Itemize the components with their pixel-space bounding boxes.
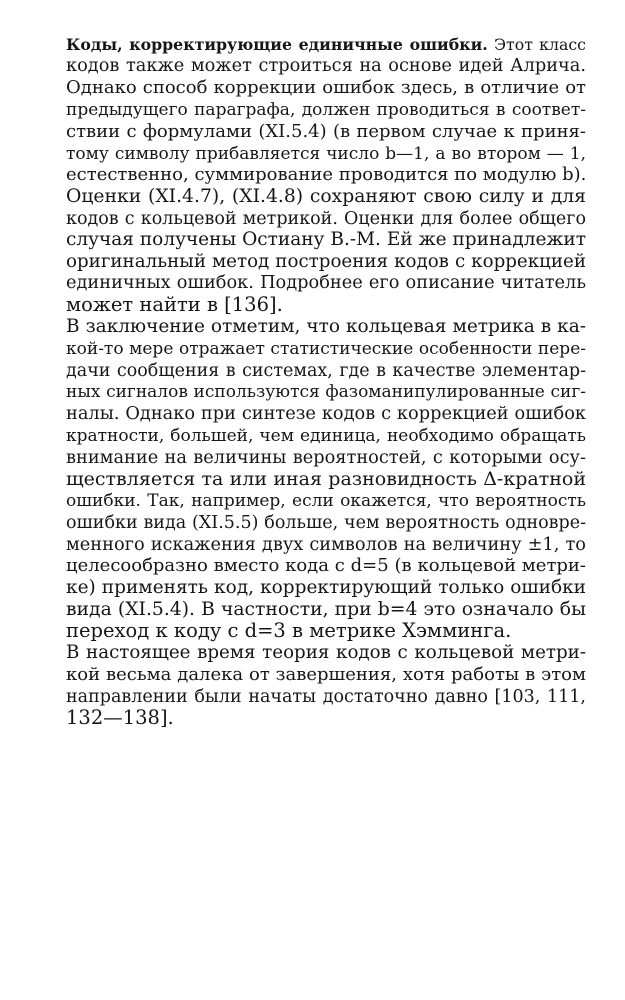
text-line: ществляется та или иная разновидность Δ-кратной (66, 468, 586, 490)
text-line: кой-то мере отражает статистические особенности пере- (66, 339, 586, 359)
text-line: может найти в [136]. (66, 293, 283, 316)
text-line: случая получены Остиану В.-М. Ей же принадлежит (66, 229, 586, 250)
text-line: кодов с кольцевой метрикой. Оценки для более общего (66, 209, 586, 229)
text-line: менного искажения двух символов на величину ±1, то (66, 535, 586, 555)
text-line: вида (XI.5.4). В частности, при b=4 это означало бы (66, 599, 586, 620)
text-line: В заключение отметим, что кольцевая метрика в ка- (66, 316, 586, 337)
text-line: кратности, большей, чем единица, необходимо обращать (66, 426, 586, 446)
text-line: оригинальный метод построения кодов с коррекцией (66, 251, 586, 272)
text-line: внимание на величины вероятностей, с которыми осу- (66, 448, 586, 468)
text-line: естественно, суммирование проводится по модулю b). (66, 164, 587, 185)
text-line: ошибки вида (XI.5.5) больше, чем вероятность одновре- (66, 513, 586, 533)
text-line: налы. Однако при синтезе кодов с коррекцией ошибок (66, 404, 586, 424)
text-line: тому символу прибавляется число b—1, а во втором — 1, (66, 144, 586, 164)
text-line: 132—138]. (66, 706, 174, 729)
text-line: направлении были начаты достаточно давно [103, 111, (66, 687, 586, 707)
section-heading: Коды, корректирующие единичные ошибки. (66, 35, 488, 54)
text-line: Однако способ коррекции ошибок здесь, в отличие от (66, 77, 586, 98)
text-line: Оценки (XI.4.7), (XI.4.8) сохраняют свою силу и для (66, 186, 586, 207)
text-line: дачи сообщения в системах, где в качестве элементар- (66, 361, 586, 381)
text-line: переход к коду с d=3 в метрике Хэмминга. (66, 619, 512, 642)
text-line: целесообразно вместо кода с d=5 (в кольцевой метри- (66, 555, 586, 576)
text-line: ных сигналов используются фазоманипулированные сиг- (66, 382, 586, 402)
text-line: кой весьма далека от завершения, хотя работы в этом (66, 664, 586, 685)
text-line: предыдущего параграфа, должен проводиться в соответ- (66, 100, 586, 120)
text-line: ошибки. Так, например, если окажется, что вероятность (66, 491, 586, 511)
text-line: кодов также может строиться на основе идей Алрича. (66, 56, 586, 76)
text-line: ке) применять код, корректирующий только ошибки (66, 577, 586, 598)
text-line: ствии с формулами (XI.5.4) (в первом случае к приня- (66, 121, 586, 142)
text-line: В настоящее время теория кодов с кольцевой метри- (66, 642, 586, 663)
text-line: единичных ошибок. Подробнее его описание читатель (66, 273, 586, 293)
text-span: Этот класс (487, 35, 587, 54)
